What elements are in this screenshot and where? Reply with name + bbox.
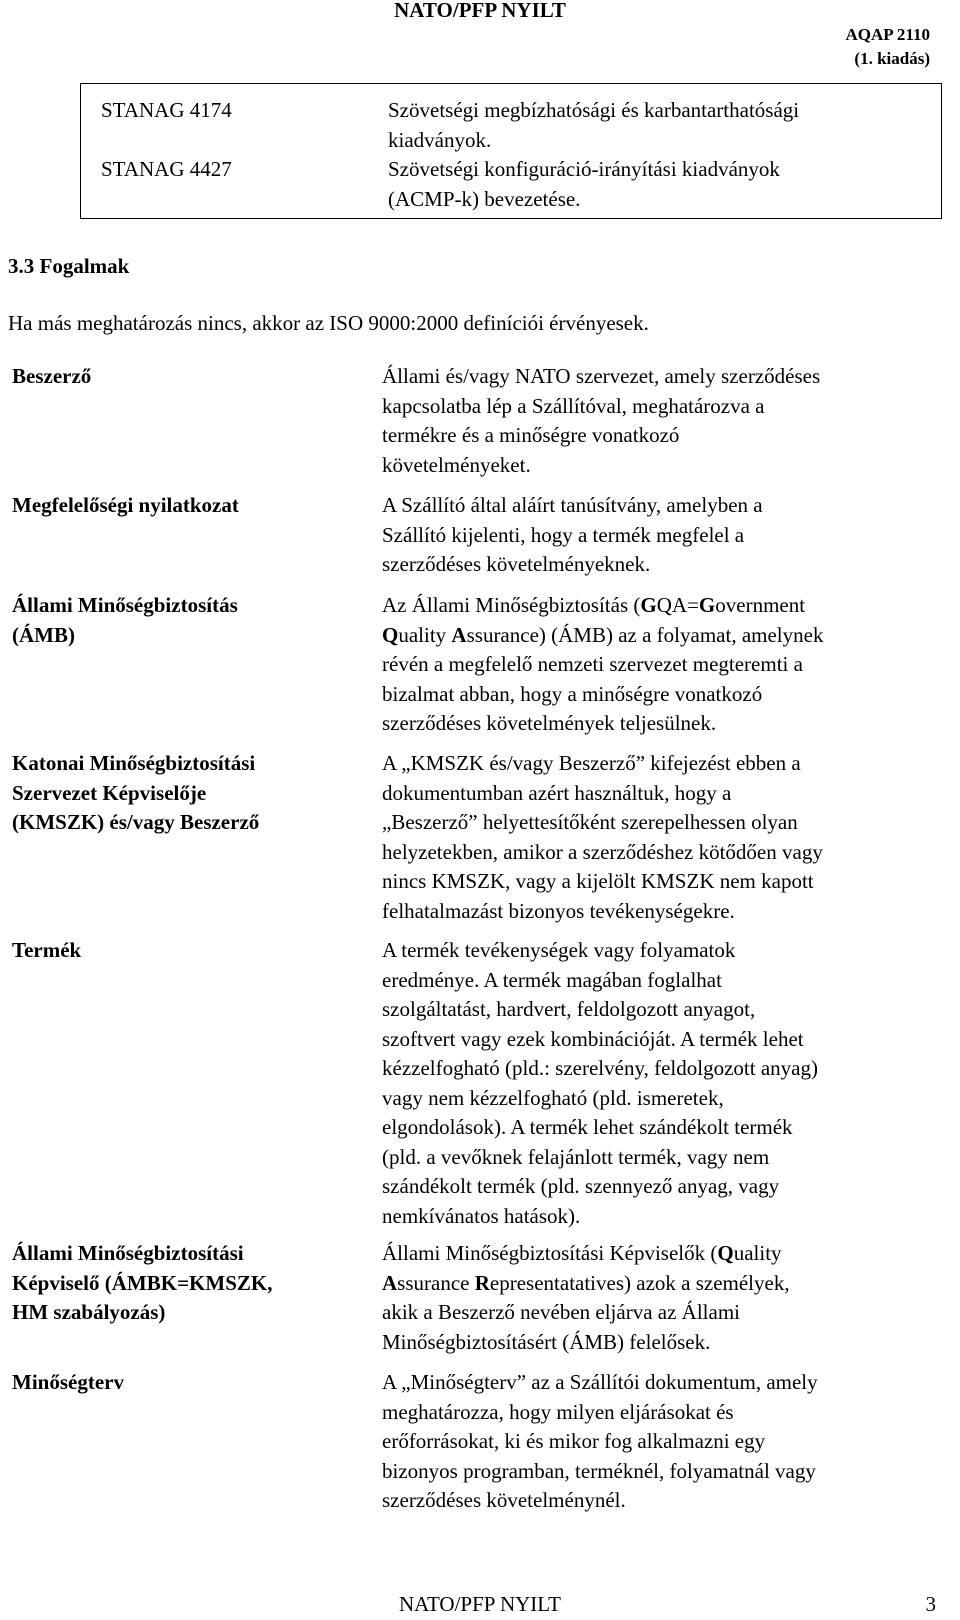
def-line: szoftvert vagy ezek kombinációját. A termék lehet [382, 1026, 804, 1051]
def-line: helyzetekben, amikor a szerződéshez kötődően vagy [382, 839, 823, 864]
def-line: kézzelfogható (pld.: szerelvény, feldolgozott anyag) [382, 1056, 818, 1080]
def-line: A Szállító által aláírt tanúsítvány, amelyben a [382, 493, 763, 517]
def-line: „Beszerző” helyettesítőként szerepelhessen olyan [382, 810, 798, 834]
term-line: Megfelelőségi nyilatkozat [12, 493, 239, 517]
definition-text [382, 936, 937, 1231]
term-line: (KMSZK) és/vagy Beszerző [12, 810, 260, 834]
reference-title [388, 155, 928, 214]
def-line: nemkívánatos hatások). [382, 1203, 581, 1228]
term-line: Katonai Minőségbiztosítási [12, 751, 256, 775]
definition-term [12, 749, 357, 838]
definition-term [12, 591, 357, 650]
def-line: eredménye. A termék magában foglalhat [382, 967, 722, 992]
reference-table [80, 83, 942, 219]
definition-text [382, 362, 937, 480]
definition-text [382, 749, 937, 926]
term-line: Szervezet Képviselője [12, 780, 207, 805]
def-line: A termék tevékenységek vagy folyamatok [382, 938, 736, 962]
term-line: Állami Minőségbiztosítás [12, 593, 238, 617]
def-line: Assurance Representatatives) azok a személyek, [382, 1270, 790, 1295]
reference-title [388, 96, 928, 155]
header-doc-reference [845, 23, 930, 71]
def-line: Az Állami Minőségbiztosítás (GQA=Government [382, 593, 806, 617]
def-line: Quality Assurance) (ÁMB) az a folyamat, amelynek [382, 622, 824, 647]
def-line: bizalmat abban, hogy a minőségre vonatkozó [382, 681, 763, 706]
definition-term [12, 362, 357, 392]
def-line: révén a megfelelő nemzeti szervezet megteremti a [382, 652, 803, 676]
def-line: szerződéses követelménynél. [382, 1488, 626, 1512]
def-line: termékre és a minőségre vonatkozó [382, 423, 680, 447]
definition-text [382, 1239, 937, 1357]
reference-title-line: kiadványok. [388, 127, 492, 152]
reference-title-line: Szövetségi megbízhatósági és karbantarthatósági [388, 98, 800, 122]
def-line: szerződéses követelményeknek. [382, 552, 651, 576]
def-line: Minőségbiztosításért (ÁMB) felelősek. [382, 1329, 711, 1354]
def-line: szándékolt termék (pld. szennyező anyag, vagy [382, 1174, 780, 1198]
def-line: A „Minőségterv” az a Szállítói dokumentum, amely [382, 1370, 818, 1394]
term-line: Állami Minőségbiztosítási [12, 1241, 244, 1265]
def-line: felhatalmazást bizonyos tevékenységekre. [382, 898, 735, 923]
def-line: vagy nem kézzelfogható (pld. ismeretek, [382, 1085, 724, 1110]
def-line: (pld. a vevőknek felajánlott termék, vagy nem [382, 1144, 770, 1169]
def-line: nincs KMSZK, vagy a kijelölt KMSZK nem kapott [382, 869, 814, 893]
doc-id: AQAP 2110 [845, 25, 930, 44]
reference-code: STANAG 4174 [101, 98, 232, 122]
def-line: szerződéses követelmények teljesülnek. [382, 711, 717, 735]
def-line: akik a Beszerző nevében eljárva az Állami [382, 1300, 740, 1324]
def-line: meghatározza, hogy milyen eljárásokat és [382, 1399, 734, 1424]
def-line: Szállító kijelenti, hogy a termék megfelel a [382, 522, 745, 547]
term-line: Termék [12, 938, 82, 962]
doc-edition: (1. kiadás) [854, 49, 930, 68]
term-line: (ÁMB) [12, 622, 75, 647]
reference-title-line: Szövetségi konfiguráció-irányítási kiadványok [388, 157, 780, 181]
def-line: dokumentumban azért használtuk, hogy a [382, 780, 732, 805]
definition-text [382, 1368, 937, 1516]
definition-text [382, 591, 937, 739]
section-intro: Ha más meghatározás nincs, akkor az ISO 9000:2000 definíciói érvényesek. [8, 311, 649, 335]
footer-classification: NATO/PFP NYILT [398, 1592, 561, 1616]
def-line: szolgáltatást, hardvert, feldolgozott anyagot, [382, 997, 756, 1021]
term-line: Minőségterv [12, 1370, 124, 1394]
def-line: kapcsolatba lép a Szállítóval, meghatározva a [382, 393, 765, 418]
definition-term [12, 936, 357, 966]
header-classification: NATO/PFP NYILT [394, 0, 566, 22]
def-line: A „KMSZK és/vagy Beszerző” kifejezést ebben a [382, 751, 801, 775]
def-line: Állami és/vagy NATO szervezet, amely szerződéses [382, 364, 821, 388]
def-line: követelményeket. [382, 452, 531, 477]
term-line: Beszerző [12, 364, 92, 388]
definition-text [382, 491, 937, 580]
page-number: 3 [925, 1592, 936, 1616]
definition-term [12, 1368, 357, 1398]
term-line: HM szabályozás) [12, 1300, 166, 1324]
def-line: Állami Minőségbiztosítási Képviselők (Quality [382, 1241, 782, 1265]
def-line: bizonyos programban, terméknél, folyamatnál vagy [382, 1458, 816, 1483]
def-line: elgondolások). A termék lehet szándékolt termék [382, 1115, 793, 1139]
term-line: Képviselő (ÁMBK=KMSZK, [12, 1270, 273, 1295]
definition-term [12, 1239, 357, 1328]
reference-code: STANAG 4427 [101, 157, 232, 181]
reference-title-line: (ACMP-k) bevezetése. [388, 186, 581, 211]
section-title: 3.3 Fogalmak [8, 254, 130, 278]
def-line: erőforrásokat, ki és mikor fog alkalmazni egy [382, 1429, 766, 1453]
definition-term [12, 491, 357, 521]
